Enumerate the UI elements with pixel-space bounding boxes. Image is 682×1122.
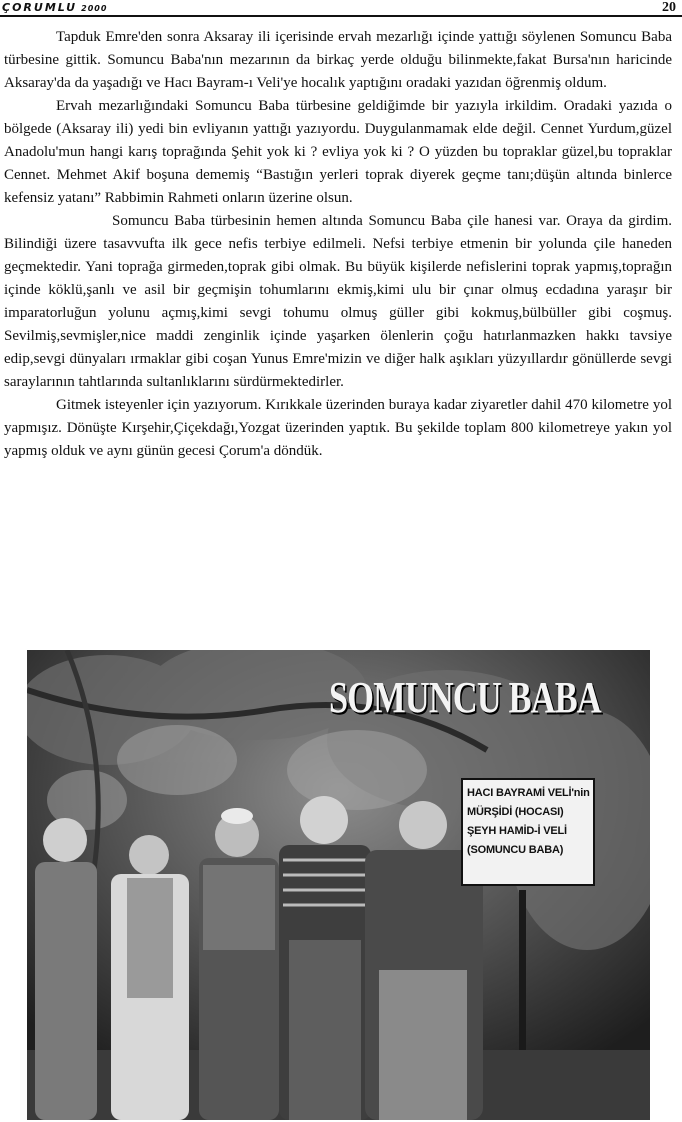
masthead-year: 2000 (81, 4, 108, 13)
sign-line-3: ŞEYH HAMİD-İ VELİ (467, 825, 567, 837)
masthead (2, 1, 107, 14)
photo-title: SOMUNCU BABA (329, 673, 601, 722)
sign-line-4: (SOMUNCU BABA) (467, 844, 564, 856)
paragraph-4: Gitmek isteyenler için yazıyorum. Kırıkkale üzerinden buraya kadar ziyaretler dahil 470 kilometre yol yapmışız. Dönüşte Kırşehir,Çiçekdağı,Yozgat üzerinden yaptık. Bu şekilde toplam 800 kilometreye yakın yol yapmış olduk ve aynı günün gecesi Çorum'a döndük. (4, 397, 672, 459)
page-number: 20 (662, 0, 676, 15)
paragraph-1: Tapduk Emre'den sonra Aksaray ili içerisinde ervah mezarlığı içinde yattığı söylenen Somuncu Baba türbesine gittik. Somuncu Baba'nın mezarının da birkaç yerde olduğu bilinmekte,fakat Bursa'nın haricinde Aksaray'da da yaşadığı ve Hacı Bayram-ı Veli'ye hocalık yaptığını oradaki yazıdan öğrenmiş oldum. (4, 29, 672, 91)
paragraph-2: Ervah mezarlığındaki Somuncu Baba türbesine geldiğimde bir yazıyla irkildim. Oradaki yazıda o bölgede (Aksaray ili) yedi bin evliyanın yattığı yazıyordu. Duygulanmamak elde değil. Cennet Yurdum,güzel Anadolu'mun hangi karış toprağında Şehit yok ki ? evliya yok ki ? O yüzden bu topraklar güzel,bu topraklar Cennet. Mehmet Akif boşuna dememiş “Bastığın yerleri toprak diyerek geçme tanı;düşün altında binlerce kefensiz yatanı” Rabbimin Rahmeti onların üzerine olsun. (4, 98, 672, 206)
sign-line-1: HACI BAYRAMİ VELİ'nin (467, 787, 590, 799)
person-1 (35, 818, 97, 1120)
sign-line-2: MÜRŞİDİ (HOCASI) (467, 806, 564, 818)
person-2 (111, 835, 189, 1120)
article-body (4, 26, 672, 463)
page-header (0, 0, 682, 18)
paragraph-3: Somuncu Baba türbesinin hemen altında Somuncu Baba çile hanesi var. Oraya da girdim. Bilindiği üzere tasavvufta ilk gece nefis terbiye edilmeli. Nefsi terbiye etmenin bir yolunda çile haneden geçmektedir. Yani toprağa girmeden,toprak gibi olmak. Bu büyük kişilerde nefislerini toprak yapmış,toprağın içinde köklü,şanlı ve asil bir geçmişin tohumlarını ekmiş,kimi ulu bir çınar olmuş ecdadına yaraşır bir imparatorluğun yolunu açmış,kimi sevgi tohumu olmuş güller gibi kokmuş,bülbüller gibi coşmuş. Sevilmiş,sevmişler,nice maddi zenginlik içinde yaşarken ölenlerin çoğu hatırlanmazken hakkı tavsiye edip,sevgi dünyaları ırmaklar gibi coşan Yunus Emre'mizin ve diğer halk aşıkları yüzyıllardır gönüllerde sevgi saraylarının tahtlarında sultanlıklarını sürdürmektedirler. (4, 213, 672, 390)
header-rule (0, 15, 682, 17)
tomb-sign (461, 778, 595, 886)
group-photo (27, 650, 650, 1120)
masthead-title: ÇORUMLU (2, 1, 78, 14)
